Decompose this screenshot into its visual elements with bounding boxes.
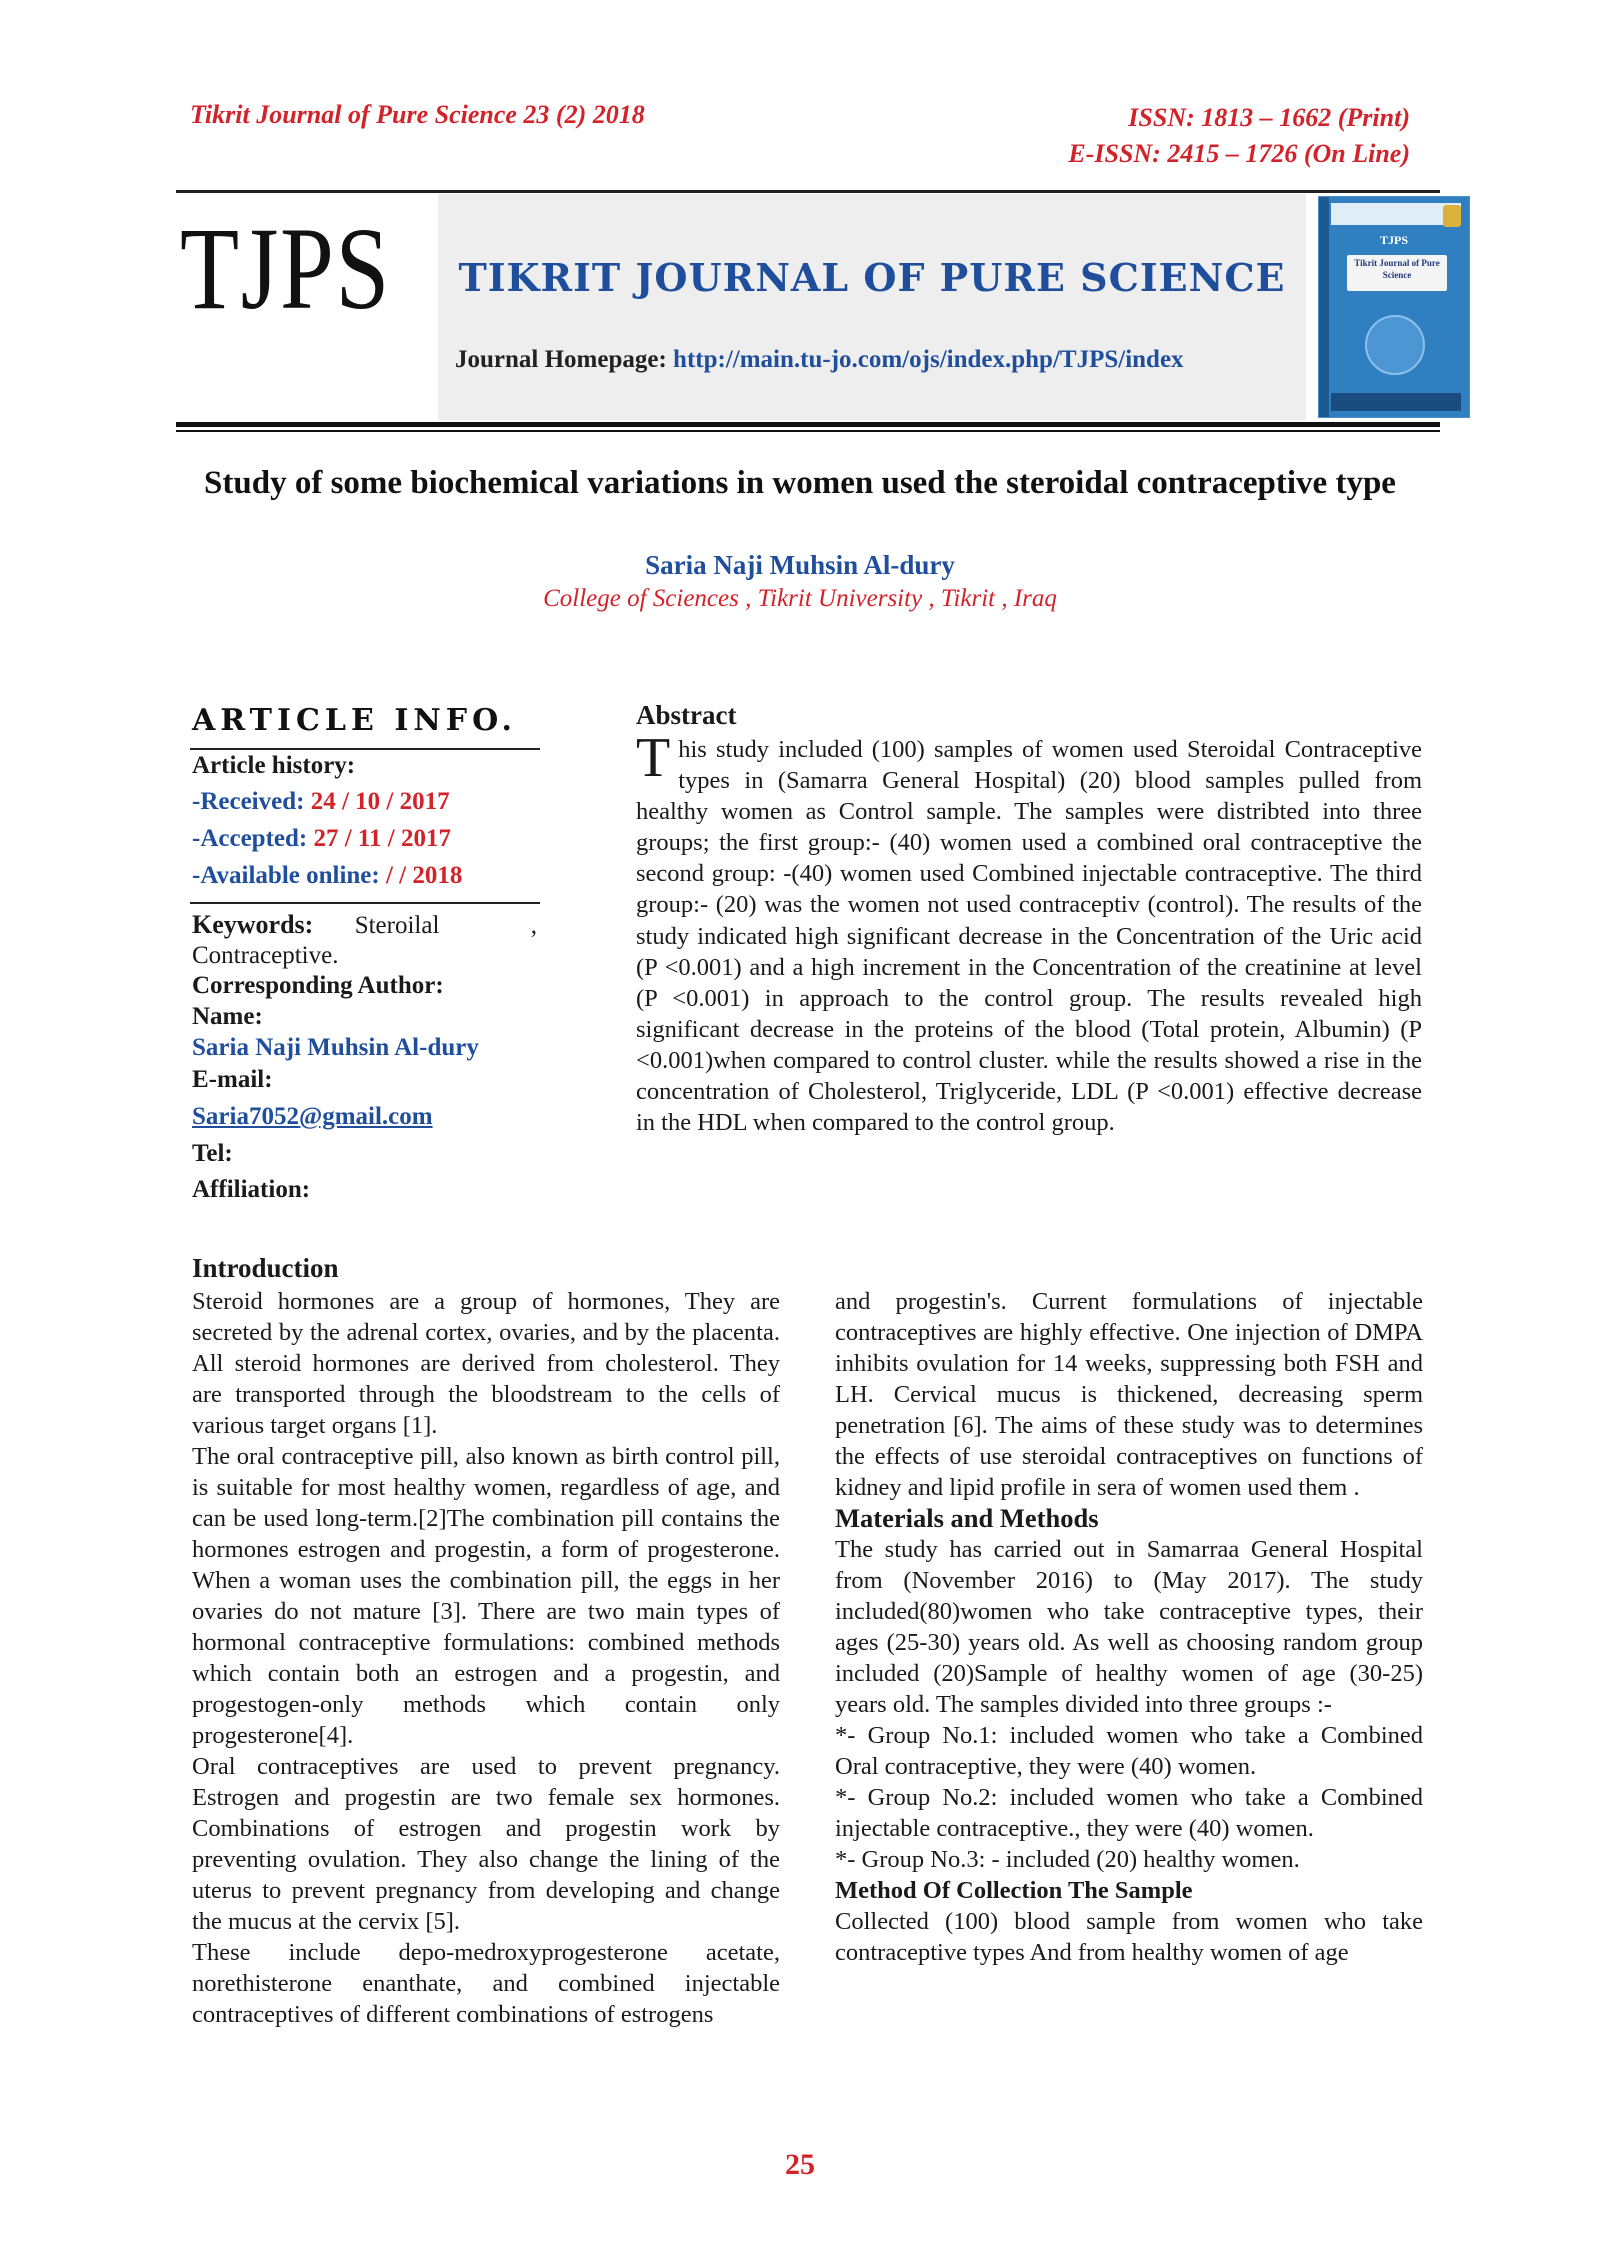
- article-history-label: Article history:: [192, 752, 356, 779]
- online-date: / / 2018: [385, 862, 463, 889]
- email-link-wrap: [192, 1103, 433, 1131]
- abstract-heading: Abstract: [636, 700, 737, 730]
- online-label: -Available online:: [192, 862, 380, 889]
- running-header-issn: [1068, 100, 1410, 172]
- running-header-journal: Tikrit Journal of Pure Science 23 (2) 2018: [190, 100, 645, 129]
- keywords-label: Keywords:: [192, 910, 314, 939]
- banner-bottom-rule-thin: [176, 430, 1440, 432]
- cover-crest-icon: [1443, 205, 1461, 227]
- group-1: *- Group No.1: included women who take a Combined Oral contraceptive, they were (40) women.: [835, 1722, 1423, 1780]
- abstract-text: his study included (100) samples of women used Steroidal Contraceptive types in (Samarra General Hospital) (20) blood samples pulled from healthy women as Control sample. The samples were distribted into three groups; the first group:- (40) women used a combined oral contraceptive the second group: -(40) women used Combined injectable contraceptive. The third group:- (20) was the women not used contraceptiv (control). The results of the study indicated high significant decrease in the Concentration of the Uric acid (P <0.001) and a high increment in the Concentration of the creatinine at level (P <0.001) in approach to the control group. The results revealed high significant decrease in the proteins of the blood (Total protein, Albumin) (P <0.001)when compared to control cluster. while the results showed a rise in the concentration of Cholesterol, Triglyceride, LDL (P <0.001) effective decrease in the HDL when compared to the control group.: [636, 736, 1422, 1137]
- name-label: Name:: [192, 1003, 263, 1030]
- article-info-rule: [190, 902, 540, 904]
- body-column-right: [835, 1286, 1423, 1968]
- cover-top-band: [1331, 203, 1461, 225]
- abstract-body: [636, 727, 1422, 1138]
- abstract-drop-cap: T: [636, 727, 671, 789]
- article-affiliation: College of Sciences , Tikrit University , Tikrit , Iraq: [543, 585, 1057, 612]
- corresponding-name: Saria Naji Muhsin Al-dury: [192, 1034, 479, 1061]
- affiliation-label: Affiliation:: [192, 1176, 311, 1203]
- article-title: Study of some biochemical variations in women used the steroidal contraceptive type: [204, 465, 1396, 501]
- received-label: -Received:: [192, 788, 305, 815]
- issn-print: ISSN: 1813 – 1662 (Print): [1128, 103, 1410, 132]
- group-2: *- Group No.2: included women who take a Combined injectable contraceptive., they were (40) women.: [835, 1784, 1423, 1842]
- journal-homepage: [455, 346, 1184, 374]
- corresponding-author-label: Corresponding Author:: [192, 972, 444, 999]
- issn-online: E-ISSN: 2415 – 1726 (On Line): [1068, 139, 1410, 168]
- introduction-heading: Introduction: [192, 1253, 339, 1283]
- intro-paragraph-4: These include depo-medroxyprogesterone acetate, norethisterone enanthate, and combined injectable contraceptives of different combinations of estrogens: [192, 1939, 780, 2028]
- accepted-label: -Accepted:: [192, 825, 308, 852]
- body-column-left: [192, 1286, 780, 2030]
- keywords-value: Steroilal , Contraceptive.: [192, 912, 537, 969]
- tjps-logo: TJPS: [180, 203, 391, 334]
- page-number: 25: [785, 2148, 815, 2181]
- cover-title: TJPS: [1379, 233, 1408, 247]
- methods-heading: Materials and Methods: [835, 1503, 1099, 1533]
- received-line: [192, 788, 450, 816]
- homepage-link[interactable]: http://main.tu-jo.com/ojs/index.php/TJPS/index: [673, 346, 1184, 373]
- methods-paragraph-1: The study has carried out in Samarraa General Hospital from (November 2016) to (May 2017). The study included(80)women who take contraceptive types, their ages (25-30) years old. As well as choosing random group included (20)Sample of healthy women of age (30-25) years old. The samples divided into three groups :-: [835, 1536, 1423, 1718]
- keywords: [192, 910, 537, 971]
- tel-label: Tel:: [192, 1140, 233, 1167]
- journal-cover-image: [1318, 196, 1470, 418]
- article-author: Saria Naji Muhsin Al-dury: [645, 550, 955, 580]
- banner-background: [438, 194, 1306, 420]
- online-line: [192, 862, 462, 890]
- banner-bottom-rule: [176, 422, 1440, 427]
- banner-top-rule: [176, 190, 1440, 193]
- received-date: 24 / 10 / 2017: [310, 788, 450, 815]
- collection-subheading: Method Of Collection The Sample: [835, 1877, 1193, 1904]
- email-link[interactable]: Saria7052@gmail.com: [192, 1103, 433, 1130]
- email-label: E-mail:: [192, 1066, 273, 1093]
- accepted-line: [192, 825, 451, 853]
- group-3: *- Group No.3: - included (20) healthy women.: [835, 1846, 1300, 1873]
- cover-seal-icon: [1365, 315, 1425, 375]
- accepted-date: 27 / 11 / 2017: [313, 825, 451, 852]
- article-info-rule: [190, 748, 540, 750]
- methods-paragraph-2: Collected (100) blood sample from women who take contraceptive types And from healthy women of age: [835, 1908, 1423, 1966]
- intro-paragraph-5: and progestin's. Current formulations of injectable contraceptives are highly effective. One injection of DMPA inhibits ovulation for 14 weeks, suppressing both FSH and LH. Cervical mucus is thickened, decreasing sperm penetration [6]. The aims of these study was to determines the effects of use steroidal contraceptives on functions of kidney and lipid profile in sera of women used them .: [835, 1288, 1423, 1501]
- intro-paragraph-3: Oral contraceptives are used to prevent pregnancy. Estrogen and progestin are two female sex hormones. Combinations of estrogen and progestin work by preventing ovulation. They also change the lining of the uterus to prevent pregnancy from developing and change the mucus at the cervix [5].: [192, 1753, 780, 1935]
- intro-paragraph-1: Steroid hormones are a group of hormones, They are secreted by the adrenal cortex, ovaries, and by the placenta. All steroid hormones are derived from cholesterol. They are transported through the bloodstream to the cells of various target organs [1].: [192, 1288, 780, 1439]
- cover-subtitle: Tikrit Journal of Pure Science: [1347, 255, 1447, 291]
- cover-spine: [1319, 197, 1329, 417]
- article-info-heading: ARTICLE INFO.: [192, 703, 517, 738]
- journal-name: TIKRIT JOURNAL OF PURE SCIENCE: [458, 255, 1286, 300]
- intro-paragraph-2: The oral contraceptive pill, also known as birth control pill, is suitable for most healthy women, regardless of age, and can be used long-term.[2]The combination pill contains the hormones estrogen and progestin, a form of progesterone. When a woman uses the combination pill, the eggs in her ovaries do not mature [3]. There are two main types of hormonal contraceptive formulations: combined methods which contain both an estrogen and a progestin, and progestogen-only methods which contain only progesterone[4].: [192, 1443, 780, 1749]
- homepage-label: Journal Homepage:: [455, 346, 667, 373]
- cover-bottom-band: [1331, 393, 1461, 411]
